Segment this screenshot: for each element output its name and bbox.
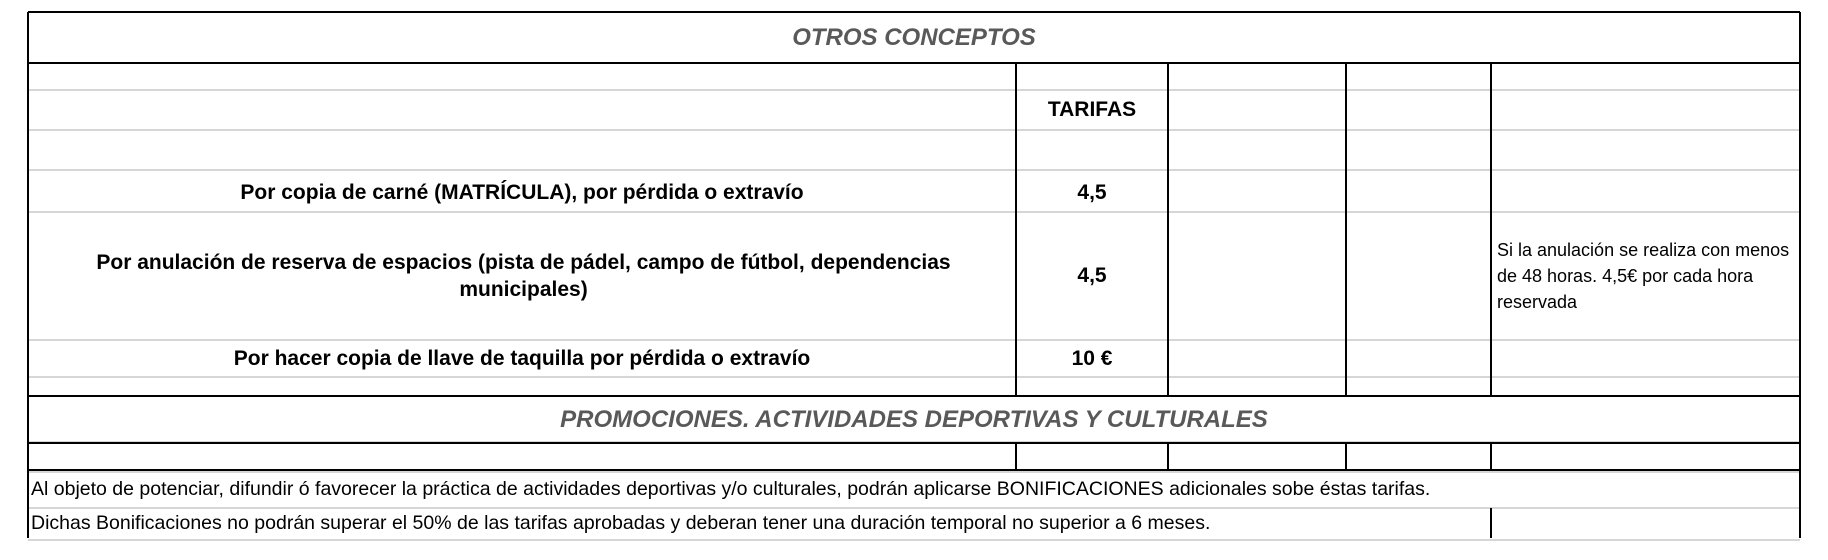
section-title-otros-conceptos: OTROS CONCEPTOS [792, 24, 1036, 52]
concept-row-3: Por hacer copia de llave de taquilla por pérdida o extravío [233, 346, 811, 370]
tarifas-column-header: TARIFAS [1047, 98, 1137, 122]
tarifa-row-3: 10 € [1071, 346, 1113, 370]
tarifa-row-2: 4,5 [1077, 264, 1107, 288]
section-title-promociones: PROMOCIONES. ACTIVIDADES DEPORTIVAS Y CULTURALES [560, 406, 1268, 434]
tarifa-row-1: 4,5 [1077, 181, 1107, 205]
note-row-2: Si la anulación se realiza con menos de 48 horas. 4,5€ por cada hora reservada [1497, 239, 1790, 313]
concept-row-1: Por copia de carné (MATRÍCULA), por pérdida o extravío [240, 181, 804, 205]
concept-row-2: Por anulación de reserva de espacios (pista de pádel, campo de fútbol, dependencias municipales) [96, 250, 951, 301]
promo-text-line-2: Dichas Bonificaciones no podrán superar el 50% de las tarifas aprobadas y deberan tener una duración temporal no superior a 6 meses. [31, 512, 1211, 535]
promo-text-line-1: Al objeto de potenciar, difundir ó favorecer la práctica de actividades deportivas y/o culturales, podrán aplicarse BONIFICACIONES adicionales sobe éstas tarifas. [31, 478, 1431, 501]
